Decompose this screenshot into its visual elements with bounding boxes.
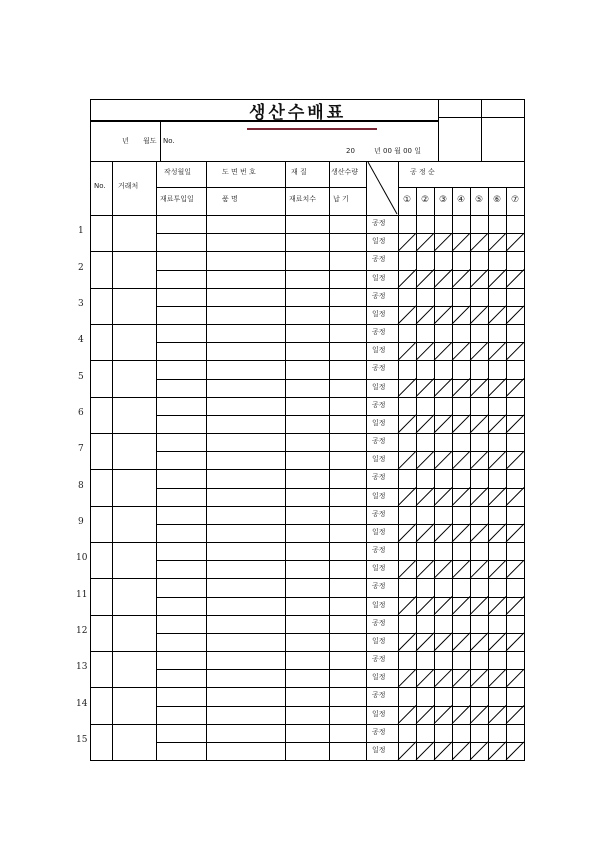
- row-number: 2: [78, 262, 84, 273]
- schedule-cell-diagonal: [470, 742, 488, 760]
- row-mid-line: [156, 415, 525, 416]
- schedule-cell-diagonal: [488, 451, 506, 469]
- schedule-cell-diagonal: [434, 597, 452, 615]
- schedule-cell-diagonal: [398, 560, 416, 578]
- row-process-label: 공정: [372, 437, 386, 445]
- row-process-label: 공정: [372, 546, 386, 554]
- row-number: 10: [76, 553, 88, 564]
- row-mid-line: [156, 379, 525, 380]
- schedule-cell-diagonal: [434, 306, 452, 324]
- schedule-cell-diagonal: [398, 451, 416, 469]
- row-mid-line: [156, 597, 525, 598]
- row-process-label: 공정: [372, 655, 386, 663]
- process-step-5-header: ⑤: [475, 195, 484, 205]
- row-border: [90, 360, 525, 361]
- schedule-cell-diagonal: [416, 415, 434, 433]
- schedule-cell-diagonal: [416, 706, 434, 724]
- schedule-cell-diagonal: [488, 306, 506, 324]
- row-number: 7: [78, 444, 84, 455]
- schedule-cell-diagonal: [434, 669, 452, 687]
- row-mid-line: [156, 524, 525, 525]
- schedule-cell-diagonal: [452, 306, 470, 324]
- schedule-cell-diagonal: [452, 706, 470, 724]
- schedule-cell-diagonal: [488, 233, 506, 251]
- schedule-cell-diagonal: [452, 742, 470, 760]
- row-number: 5: [78, 371, 84, 382]
- schedule-cell-diagonal: [398, 233, 416, 251]
- row-number: 9: [78, 516, 84, 527]
- row-process-label: 공정: [372, 509, 386, 518]
- col-no-header: No.: [94, 182, 106, 190]
- schedule-cell-diagonal: [506, 306, 524, 324]
- row-process-label: 공정: [372, 727, 386, 736]
- schedule-cell-diagonal: [416, 379, 434, 397]
- schedule-cell-diagonal: [416, 524, 434, 542]
- row-border: [90, 251, 525, 252]
- row-number: 1: [78, 226, 84, 237]
- schedule-cell-diagonal: [398, 706, 416, 724]
- schedule-cell-diagonal: [416, 451, 434, 469]
- schedule-cell-diagonal: [488, 415, 506, 433]
- schedule-cell-diagonal: [434, 233, 452, 251]
- schedule-cell-diagonal: [398, 342, 416, 360]
- col-due-date-header: 납 기: [333, 195, 349, 203]
- row-border: [90, 288, 525, 289]
- schedule-cell-diagonal: [452, 560, 470, 578]
- schedule-cell-diagonal: [416, 669, 434, 687]
- process-step-4-header: ④: [457, 195, 466, 205]
- schedule-cell-diagonal: [434, 524, 452, 542]
- row-mid-line: [156, 233, 525, 234]
- row-date-label: 일정: [372, 382, 386, 391]
- schedule-cell-diagonal: [506, 379, 524, 397]
- row-border: [90, 651, 525, 652]
- col-material-size-header: 재료치수: [289, 195, 317, 203]
- schedule-cell-diagonal: [434, 488, 452, 506]
- row-date-label: 일정: [372, 673, 386, 682]
- date-prefix: 20: [346, 147, 355, 155]
- schedule-cell-diagonal: [434, 451, 452, 469]
- schedule-cell-diagonal: [506, 706, 524, 724]
- row-process-label: 공정: [372, 582, 386, 591]
- title-underline: [247, 128, 377, 130]
- schedule-cell-diagonal: [416, 233, 434, 251]
- schedule-cell-diagonal: [434, 706, 452, 724]
- schedule-cell-diagonal: [434, 742, 452, 760]
- row-border: [90, 578, 525, 579]
- row-number: 3: [78, 298, 84, 309]
- schedule-cell-diagonal: [434, 560, 452, 578]
- process-step-6-header: ⑥: [493, 195, 502, 205]
- col-work-month-header: 작성월일: [164, 168, 192, 176]
- process-step-2-header: ②: [421, 195, 430, 205]
- process-step-3-header: ③: [439, 195, 448, 205]
- year-label: 년: [122, 137, 129, 145]
- row-mid-line: [156, 270, 525, 271]
- row-mid-line: [156, 306, 525, 307]
- schedule-cell-diagonal: [470, 415, 488, 433]
- schedule-cell-diagonal: [506, 233, 524, 251]
- col-production-qty-header: 생산수량: [331, 168, 359, 176]
- schedule-cell-diagonal: [398, 488, 416, 506]
- row-border: [90, 687, 525, 688]
- col-product-name-header: 품 명: [222, 195, 238, 203]
- row-number: 8: [78, 480, 84, 491]
- row-mid-line: [156, 742, 525, 743]
- schedule-cell-diagonal: [506, 270, 524, 288]
- row-border: [90, 433, 525, 434]
- row-mid-line: [156, 560, 525, 561]
- row-date-label: 일정: [372, 273, 386, 282]
- schedule-cell-diagonal: [470, 633, 488, 651]
- row-date-label: 일정: [372, 309, 386, 318]
- schedule-cell-diagonal: [398, 524, 416, 542]
- col-process-order-header: 공 정 순: [410, 168, 435, 176]
- schedule-cell-diagonal: [488, 342, 506, 360]
- schedule-cell-diagonal: [470, 306, 488, 324]
- row-number: 13: [76, 662, 88, 673]
- schedule-cell-diagonal: [470, 488, 488, 506]
- row-border: [90, 724, 525, 725]
- row-process-label: 공정: [372, 255, 386, 264]
- schedule-cell-diagonal: [506, 742, 524, 760]
- process-step-7-header: ⑦: [511, 195, 520, 205]
- row-border: [90, 615, 525, 616]
- schedule-cell-diagonal: [488, 270, 506, 288]
- schedule-cell-diagonal: [506, 342, 524, 360]
- month-label: 월도: [143, 137, 157, 145]
- schedule-cell-diagonal: [452, 597, 470, 615]
- schedule-cell-diagonal: [398, 633, 416, 651]
- row-date-label: 일정: [372, 346, 386, 355]
- schedule-cell-diagonal: [434, 270, 452, 288]
- schedule-cell-diagonal: [416, 742, 434, 760]
- row-process-label: 공정: [372, 219, 386, 227]
- row-mid-line: [156, 633, 525, 634]
- schedule-cell-diagonal: [506, 669, 524, 687]
- schedule-cell-diagonal: [398, 597, 416, 615]
- schedule-cell-diagonal: [398, 742, 416, 760]
- sheet-border-right: [524, 99, 525, 761]
- schedule-cell-diagonal: [398, 306, 416, 324]
- schedule-cell-diagonal: [470, 270, 488, 288]
- row-process-label: 공정: [372, 691, 386, 700]
- schedule-cell-diagonal: [452, 669, 470, 687]
- schedule-cell-diagonal: [452, 233, 470, 251]
- schedule-cell-diagonal: [470, 669, 488, 687]
- row-border: [90, 469, 525, 470]
- schedule-cell-diagonal: [416, 633, 434, 651]
- row-number: 11: [76, 589, 88, 600]
- schedule-cell-diagonal: [470, 560, 488, 578]
- schedule-cell-diagonal: [470, 342, 488, 360]
- schedule-cell-diagonal: [488, 524, 506, 542]
- schedule-cell-diagonal: [506, 524, 524, 542]
- schedule-cell-diagonal: [488, 706, 506, 724]
- row-process-label: 공정: [372, 618, 386, 627]
- row-date-label: 일정: [372, 237, 386, 246]
- schedule-cell-diagonal: [452, 524, 470, 542]
- schedule-cell-diagonal: [398, 669, 416, 687]
- schedule-cell-diagonal: [506, 633, 524, 651]
- schedule-cell-diagonal: [470, 379, 488, 397]
- row-date-label: 일정: [372, 491, 386, 500]
- schedule-cell-diagonal: [470, 706, 488, 724]
- schedule-cell-diagonal: [470, 597, 488, 615]
- schedule-cell-diagonal: [416, 270, 434, 288]
- schedule-cell-diagonal: [488, 742, 506, 760]
- schedule-cell-diagonal: [488, 633, 506, 651]
- schedule-cell-diagonal: [416, 306, 434, 324]
- schedule-cell-diagonal: [506, 560, 524, 578]
- col-drawing-no-header: 도 면 번 호: [222, 168, 256, 176]
- schedule-cell-diagonal: [470, 233, 488, 251]
- row-process-label: 공정: [372, 473, 386, 482]
- row-mid-line: [156, 669, 525, 670]
- schedule-cell-diagonal: [434, 342, 452, 360]
- row-process-label: 공정: [372, 364, 386, 373]
- row-date-label: 일정: [372, 418, 386, 427]
- row-number: 12: [76, 625, 88, 636]
- schedule-cell-diagonal: [470, 524, 488, 542]
- schedule-cell-diagonal: [416, 488, 434, 506]
- schedule-cell-diagonal: [434, 379, 452, 397]
- header-diagonal: [368, 162, 397, 214]
- row-mid-line: [156, 706, 525, 707]
- col-material-header: 재 질: [291, 168, 307, 176]
- schedule-cell-diagonal: [506, 597, 524, 615]
- schedule-cell-diagonal: [416, 560, 434, 578]
- schedule-cell-diagonal: [506, 451, 524, 469]
- document-title: 생산수배표: [249, 103, 347, 123]
- row-number: 4: [78, 335, 84, 346]
- schedule-cell-diagonal: [506, 488, 524, 506]
- row-process-label: 공정: [372, 328, 386, 336]
- schedule-cell-diagonal: [452, 488, 470, 506]
- schedule-cell-diagonal: [488, 669, 506, 687]
- row-border: [90, 760, 525, 761]
- date-label: 년 00 월 00 일: [374, 147, 422, 155]
- schedule-cell-diagonal: [452, 451, 470, 469]
- row-date-label: 일정: [372, 709, 386, 718]
- row-date-label: 일정: [372, 600, 386, 609]
- row-date-label: 일정: [372, 455, 386, 464]
- col-client-header: 거래처: [118, 182, 139, 190]
- schedule-cell-diagonal: [452, 379, 470, 397]
- schedule-cell-diagonal: [488, 560, 506, 578]
- schedule-cell-diagonal: [488, 597, 506, 615]
- row-mid-line: [156, 342, 525, 343]
- schedule-cell-diagonal: [434, 633, 452, 651]
- row-process-label: 공정: [372, 400, 386, 409]
- row-border: [90, 397, 525, 398]
- row-date-label: 일정: [372, 527, 386, 536]
- row-border: [90, 506, 525, 507]
- schedule-cell-diagonal: [398, 379, 416, 397]
- row-number: 6: [78, 407, 84, 418]
- row-date-label: 일정: [372, 564, 386, 573]
- schedule-cell-diagonal: [416, 597, 434, 615]
- row-number: 15: [76, 734, 88, 745]
- row-date-label: 일정: [372, 745, 386, 754]
- row-process-label: 공정: [372, 291, 386, 300]
- process-step-1-header: ①: [403, 195, 412, 205]
- row-date-label: 일정: [372, 636, 386, 645]
- schedule-cell-diagonal: [452, 342, 470, 360]
- schedule-cell-diagonal: [452, 270, 470, 288]
- header-no-label: No.: [163, 137, 175, 145]
- row-number: 14: [76, 698, 88, 709]
- schedule-cell-diagonal: [488, 379, 506, 397]
- schedule-cell-diagonal: [488, 488, 506, 506]
- schedule-cell-diagonal: [452, 415, 470, 433]
- row-border: [90, 542, 525, 543]
- schedule-cell-diagonal: [434, 415, 452, 433]
- schedule-cell-diagonal: [506, 415, 524, 433]
- schedule-cell-diagonal: [470, 451, 488, 469]
- row-border: [90, 324, 525, 325]
- schedule-cell-diagonal: [452, 633, 470, 651]
- schedule-cell-diagonal: [398, 270, 416, 288]
- col-material-input-date-header: 재료투입일: [160, 195, 194, 203]
- row-mid-line: [156, 488, 525, 489]
- schedule-cell-diagonal: [416, 342, 434, 360]
- schedule-cell-diagonal: [398, 415, 416, 433]
- row-mid-line: [156, 451, 525, 452]
